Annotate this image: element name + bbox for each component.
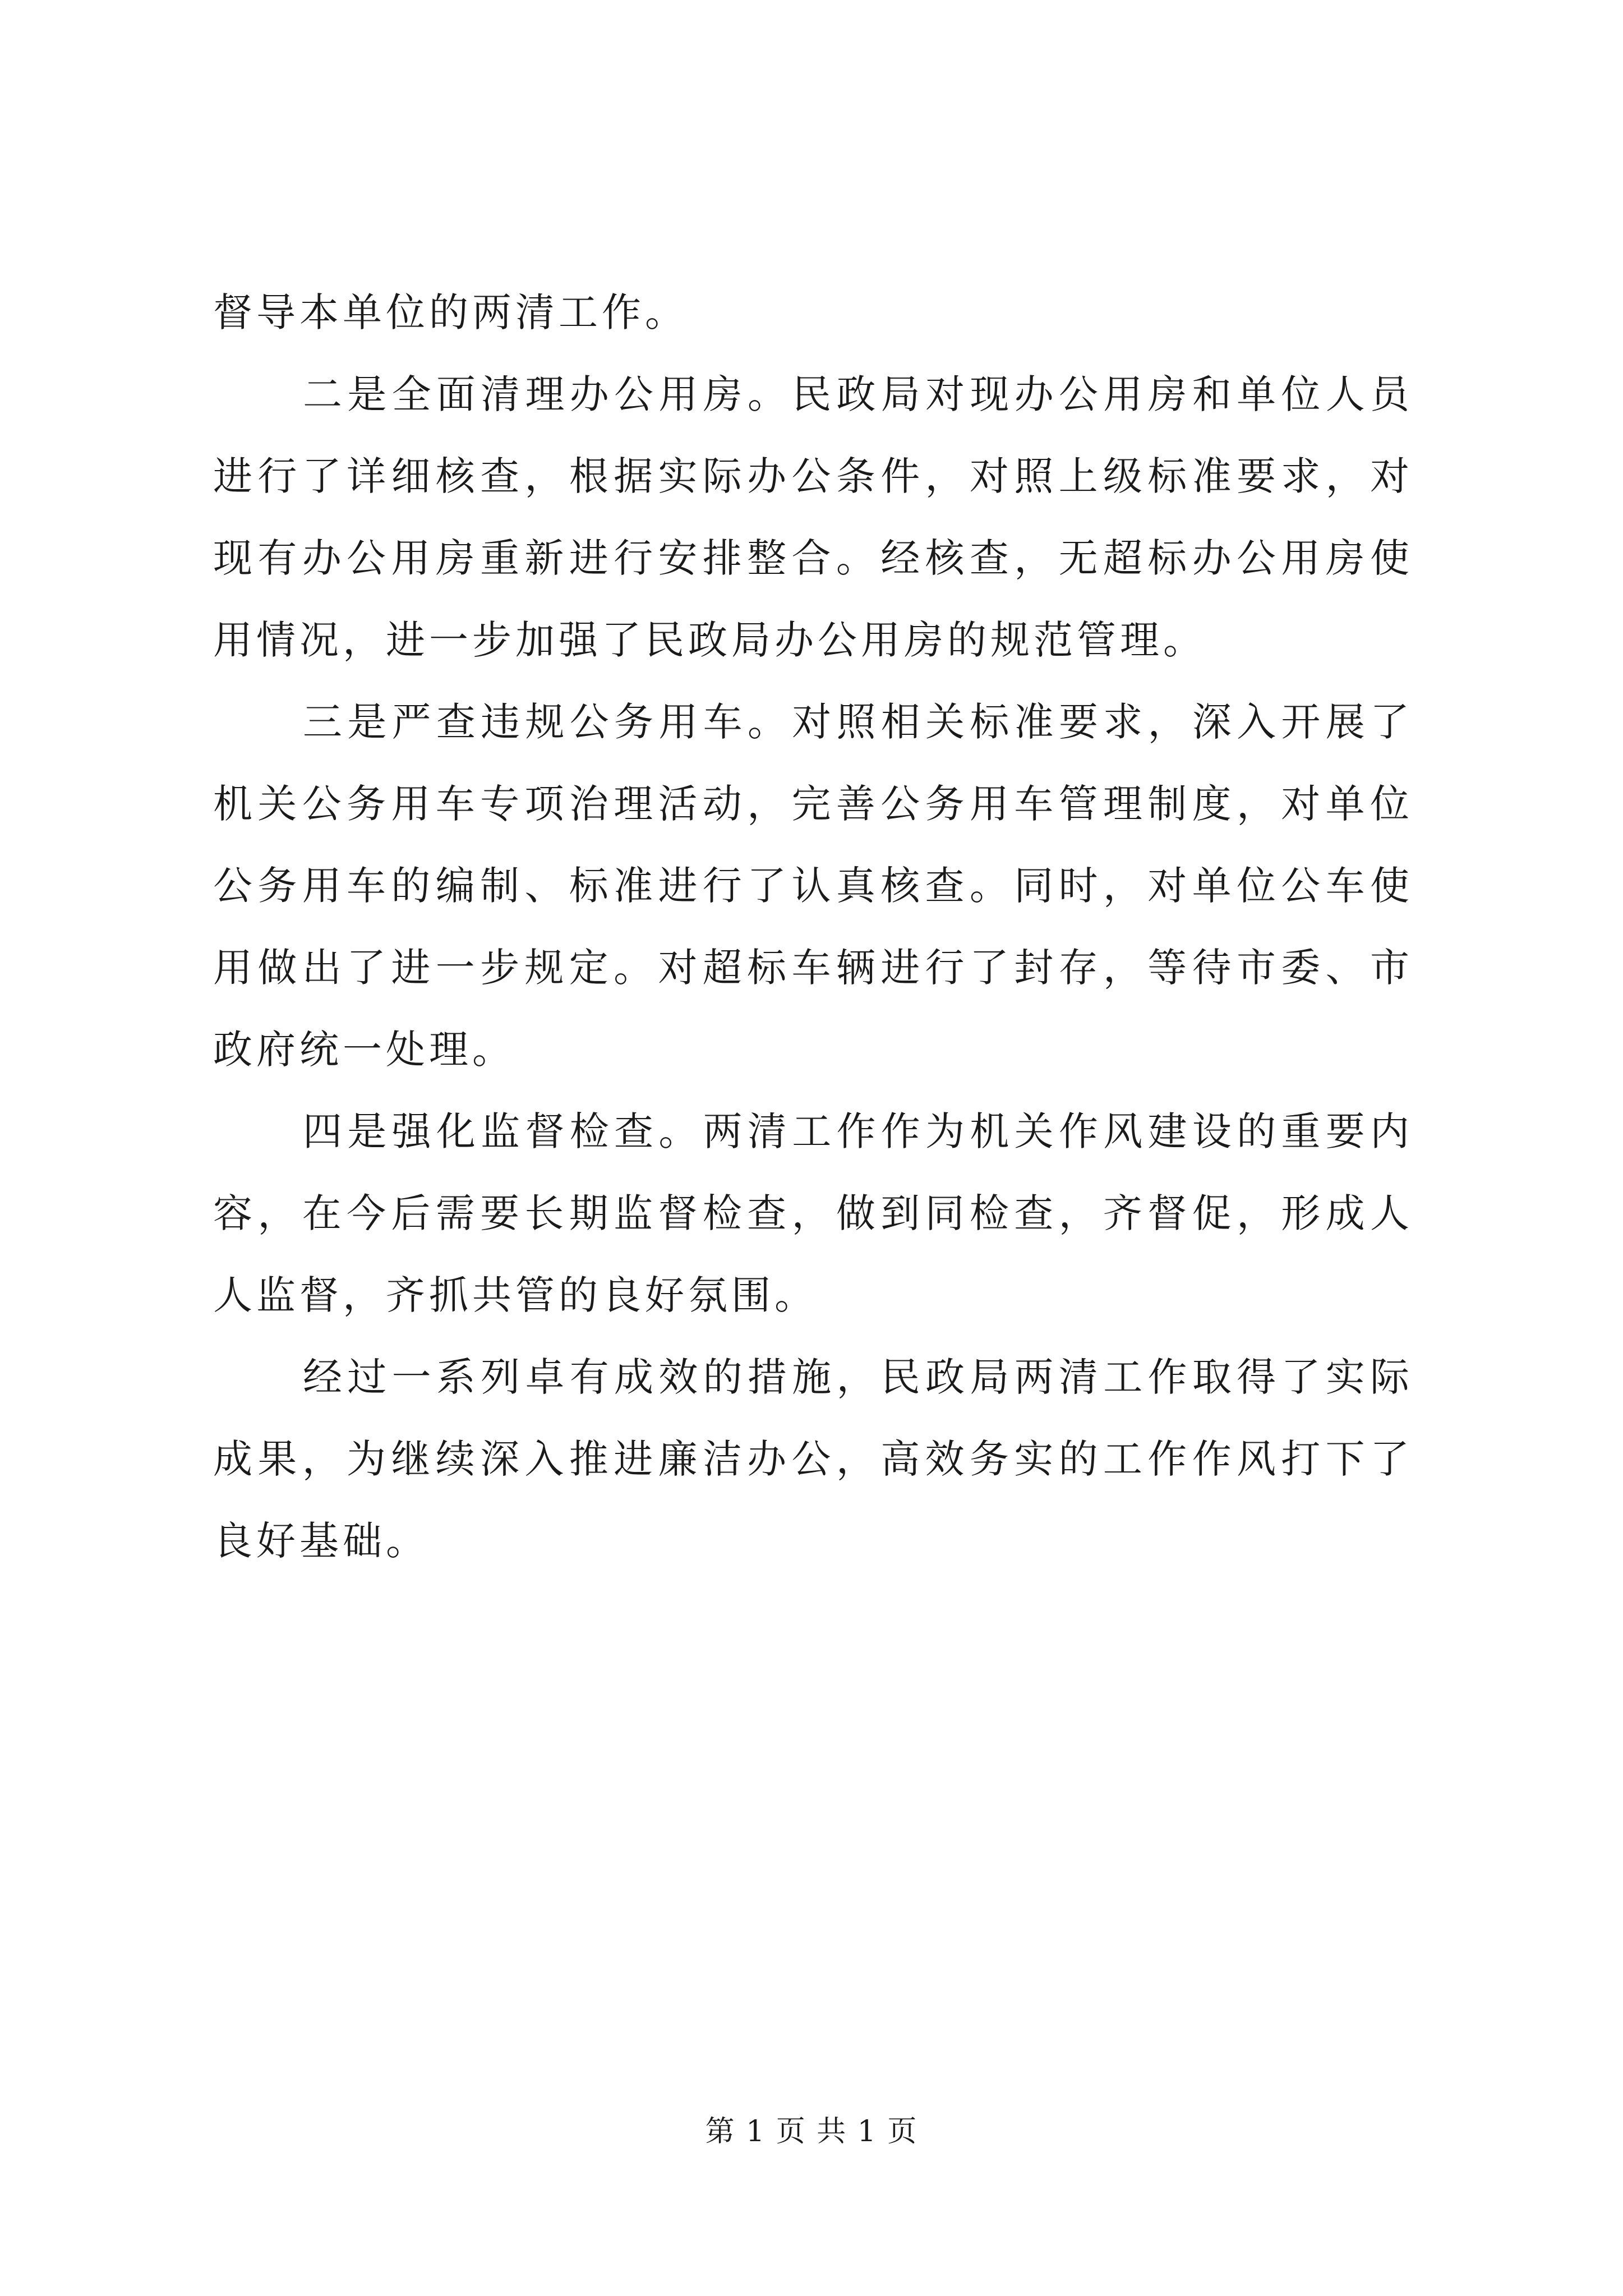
document-body bbox=[213, 272, 1413, 1582]
paragraph-conclusion: 经过一系列卓有成效的措施，民政局两清工作取得了实际成果，为继续深入推进廉洁办公，高效务实的工作作风打下了良好基础。 bbox=[213, 1354, 1413, 1564]
paragraph-supervision: 四是强化监督检查。两清工作作为机关作风建设的重要内容，在今后需要长期监督检查，做到同检查，齐督促，形成人人监督，齐抓共管的良好氛围。 bbox=[213, 1108, 1413, 1318]
paragraph-official-vehicles: 三是严查违规公务用车。对照相关标准要求，深入开展了机关公务用车专项治理活动，完善公务用车管理制度，对单位公务用车的编制、标准进行了认真核查。同时，对单位公车使用做出了进一步规定。对超标车辆进行了封存，等待市委、市政府统一处理。 bbox=[213, 699, 1413, 1073]
page-number-footer: 第 1 页 共 1 页 bbox=[705, 2115, 918, 2148]
paragraph-office-housing: 二是全面清理办公用房。民政局对现办公用房和单位人员进行了详细核查，根据实际办公条件，对照上级标准要求，对现有办公用房重新进行安排整合。经核查，无超标办公用房使用情况，进一步加强了民政局办公用房的规范管理。 bbox=[213, 371, 1413, 663]
paragraph-continuation: 督导本单位的两清工作。 bbox=[213, 289, 688, 335]
